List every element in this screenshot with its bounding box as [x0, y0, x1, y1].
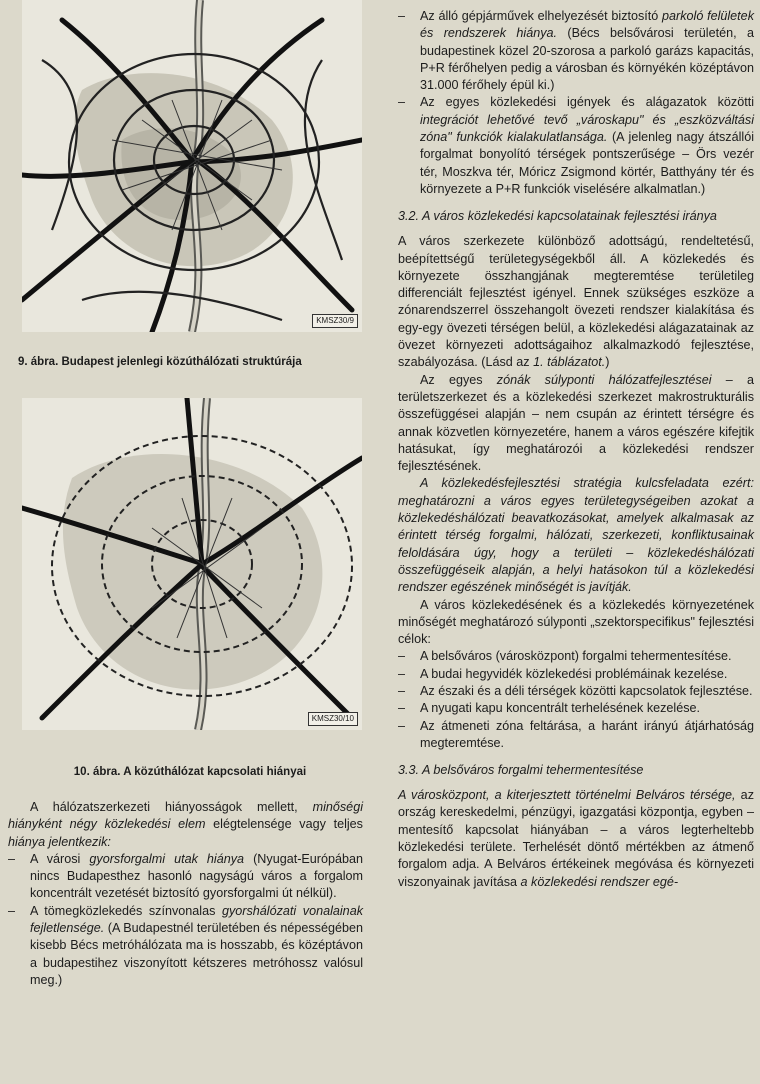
text: Az átmeneti zóna feltárása, a haránt irányú átjárhatóság megteremtése.	[420, 718, 754, 750]
text: gyorsforgalmi utak hiánya	[89, 851, 245, 866]
list-item: – A budai hegyvidék közlekedési problémáinak kezelése.	[398, 666, 754, 683]
paragraph	[398, 787, 754, 891]
paragraph: A város közlekedésének és a közlekedés környezetének minőségét meghatározó súlyponti „szektorspecifikus" fejlesztési célok:	[398, 597, 754, 647]
text: integrációt lehetővé tevő „városkapu" és „eszközváltási zóna" funkciók kialakulatlansága.	[420, 112, 754, 145]
text: A hálózatszerkezeti hiányosságok mellett,	[30, 800, 313, 814]
text: Az egyes	[420, 372, 497, 387]
text: Az északi és a déli térségek közötti kapcsolatok fejlesztése.	[420, 683, 753, 698]
list-item: – A belsőváros (városközpont) forgalmi tehermentesítése.	[398, 648, 754, 665]
text: A nyugati kapu koncentrált terhelésének kezelése.	[420, 701, 701, 716]
text: gyorshálózati vonalainak fejletlensége.	[30, 903, 363, 936]
text: A városi	[30, 851, 90, 866]
figure-10-caption: 10. ábra. A közúthálózat kapcsolati hiányai	[73, 766, 307, 778]
section-title: A belsőváros forgalmi tehermentesítése	[422, 763, 644, 778]
section-number: 3.2.	[398, 209, 420, 224]
list-item: – Az északi és a déli térségek közötti kapcsolatok fejlesztése.	[398, 683, 754, 700]
text: A belsőváros (városközpont) forgalmi tehermentesítése.	[420, 649, 732, 664]
text: A város szerkezete különböző adottságú, rendeltetésű, beépítettségű területegységekből áll. A közlekedés és környezete összhangjának megteremtése területileg differenciált fejlesztést igényel. Ennek szükséges eszköze a zónarendszerrel összehangolt övezeti rendszer kialakítása és egy-egy övezeti térségen belül, a közlekedési alágazatainak az övezet környezeti adottságaihoz alkalmazkodó fejlesztése, szabályozása. (Lásd az	[398, 234, 754, 370]
text: parkoló felületek és rendszerek hiánya.	[420, 9, 754, 41]
text: A városközpont, a kiterjesztett történelmi Belváros térsége,	[398, 788, 736, 803]
figure-10-map	[22, 398, 362, 730]
right-column	[398, 8, 754, 891]
text: – a területszerkezet és a közlekedési szerkezet makrostrukturális összefüggései alapján – nem csupán az érintett térségre és annak közvetlen környezetére, hanem a város egészére kifejtik hatásukat, így meghatározói a közlekedési rendszer fejlesztésének.	[398, 372, 754, 474]
figure-9-caption: 9. ábra. Budapest jelenlegi közúthálózati struktúrája	[18, 356, 302, 368]
list-item: – Az átmeneti zóna feltárása, a haránt irányú átjárhatóság megteremtése.	[398, 718, 754, 753]
text: az ország kereskedelmi, pénzügyi, igazgatási központja, egyben – mentesítő kapcsolat hiányában – a város legterheltebb közlekedési területe. Terhelését döntő mértékben az átmenő forgalom adja. A Belváros értékeinek megóvása és környezeti viszonyainak javítása	[398, 788, 754, 889]
list-item: – A tömegközlekedés színvonalas gyorshálózati vonalainak fejletlensége. (A Budapestnél területében és népességében kisebb Bécs metróhálózata ma is hosszabb, és középtávon a budapestihez viszonyított kétszeres metróhossz valósul meg.)	[8, 903, 363, 987]
text: a közlekedési rendszer egé-	[520, 874, 679, 889]
text: (Bécs belsővárosi területén, a budapestinek közel 20-szorosa a parkoló garázs kapacitás, P+R férőhelyen pedig a városban és környékén középtávon 31.000 férőhely épül ki.)	[420, 26, 754, 93]
text: Az álló gépjárművek elhelyezését biztosító	[420, 9, 663, 23]
text: (A jelenleg nagy átszállói forgalmat bonyolító térségek pontszerűsége – Örs vezér tér, Moszkva tér, Móricz Zsigmond körtér, Batthyány tér és környezete a P+R funkciók viselésére alkalmatlan.)	[420, 130, 754, 196]
figure-code: KMSZ30/9	[312, 314, 358, 328]
road-network-map-10	[22, 398, 362, 730]
text: hiánya jelentkezik:	[8, 834, 111, 849]
section-heading-3-2	[398, 208, 754, 225]
intro-paragraph	[8, 799, 363, 851]
text: Az egyes közlekedési igények és alágazatok közötti	[420, 95, 754, 110]
text: A közlekedésfejlesztési stratégia kulcsfeladata ezért: meghatározni a város egyes területegységeiben azokat a közlekedéshálózati beavatkozásokat, amelyek alkalmasak az érintett térség forgalmi, hálózati, szerkezeti, konfliktusainak feloldására úgy, hogy a területi – közlekedéshálózati összefüggéseik alapján, a helyi hatásokon túl a közlekedési rendszer egészének minőségét is javítják.	[398, 476, 754, 595]
text: minőségi hiányként négy közlekedési elem	[8, 800, 363, 832]
list-item: – Az egyes közlekedési igények és alágazatok közötti integrációt lehetővé tevő „városkapu" és „eszközváltási zóna" funkciók kialakulatlansága. (A jelenleg nagy átszállói forgalmat bonyolító térségek pontszerűsége – Örs vezér tér, Moszkva tér, Móricz Zsigmond körtér, Batthyány tér és környezete a P+R funkciók viselésére alkalmatlan.)	[398, 95, 754, 196]
road-network-map-9	[22, 0, 362, 332]
left-body-text	[8, 799, 363, 989]
paragraph	[398, 372, 754, 476]
text: (Nyugat-Európában nincs Budapesthez hasonló nagyságú város a forgalom koncentrált vezetését biztosító gyorsforgalmi út nélkül).	[30, 851, 364, 901]
text: )	[605, 355, 610, 370]
text: A tömegközlekedés színvonalas	[30, 903, 222, 918]
list-item: – A városi gyorsforgalmi utak hiánya (Nyugat-Európában nincs Budapesthez hasonló nagyságú város a forgalom koncentrált vezetését biztosító gyorsforgalmi út nélkül).	[8, 851, 364, 901]
paragraph	[398, 233, 754, 371]
section-number: 3.3.	[398, 763, 420, 778]
text: 1. táblázatot.	[533, 355, 606, 370]
text: elégtelensége vagy teljes	[205, 817, 363, 832]
list-item: – Az álló gépjárművek elhelyezését biztosító parkoló felületek és rendszerek hiánya. (Bécs belsővárosi területén, a budapestinek közel 20-szorosa a parkoló garázs kapacitás, P+R férőhelyen pedig a városban és környékén középtávon 31.000 férőhely épül ki.)	[398, 9, 754, 93]
list-item: – A nyugati kapu koncentrált terhelésének kezelése.	[398, 700, 754, 717]
text: zónák súlyponti hálózatfejlesztései	[496, 372, 712, 387]
figure-9-map	[22, 0, 362, 332]
text: (A Budapestnél területében és népességében kisebb Bécs metróhálózata ma is hosszabb, és középtávon a budapestihez viszonyított kétszeres metróhossz valósul meg.)	[30, 921, 363, 987]
paragraph	[398, 475, 754, 596]
figure-code: KMSZ30/10	[308, 712, 358, 726]
section-heading-3-3	[398, 762, 754, 779]
section-title: A város közlekedési kapcsolatainak fejlesztési iránya	[422, 209, 717, 224]
text: A budai hegyvidék közlekedési problémáinak kezelése.	[420, 666, 728, 681]
